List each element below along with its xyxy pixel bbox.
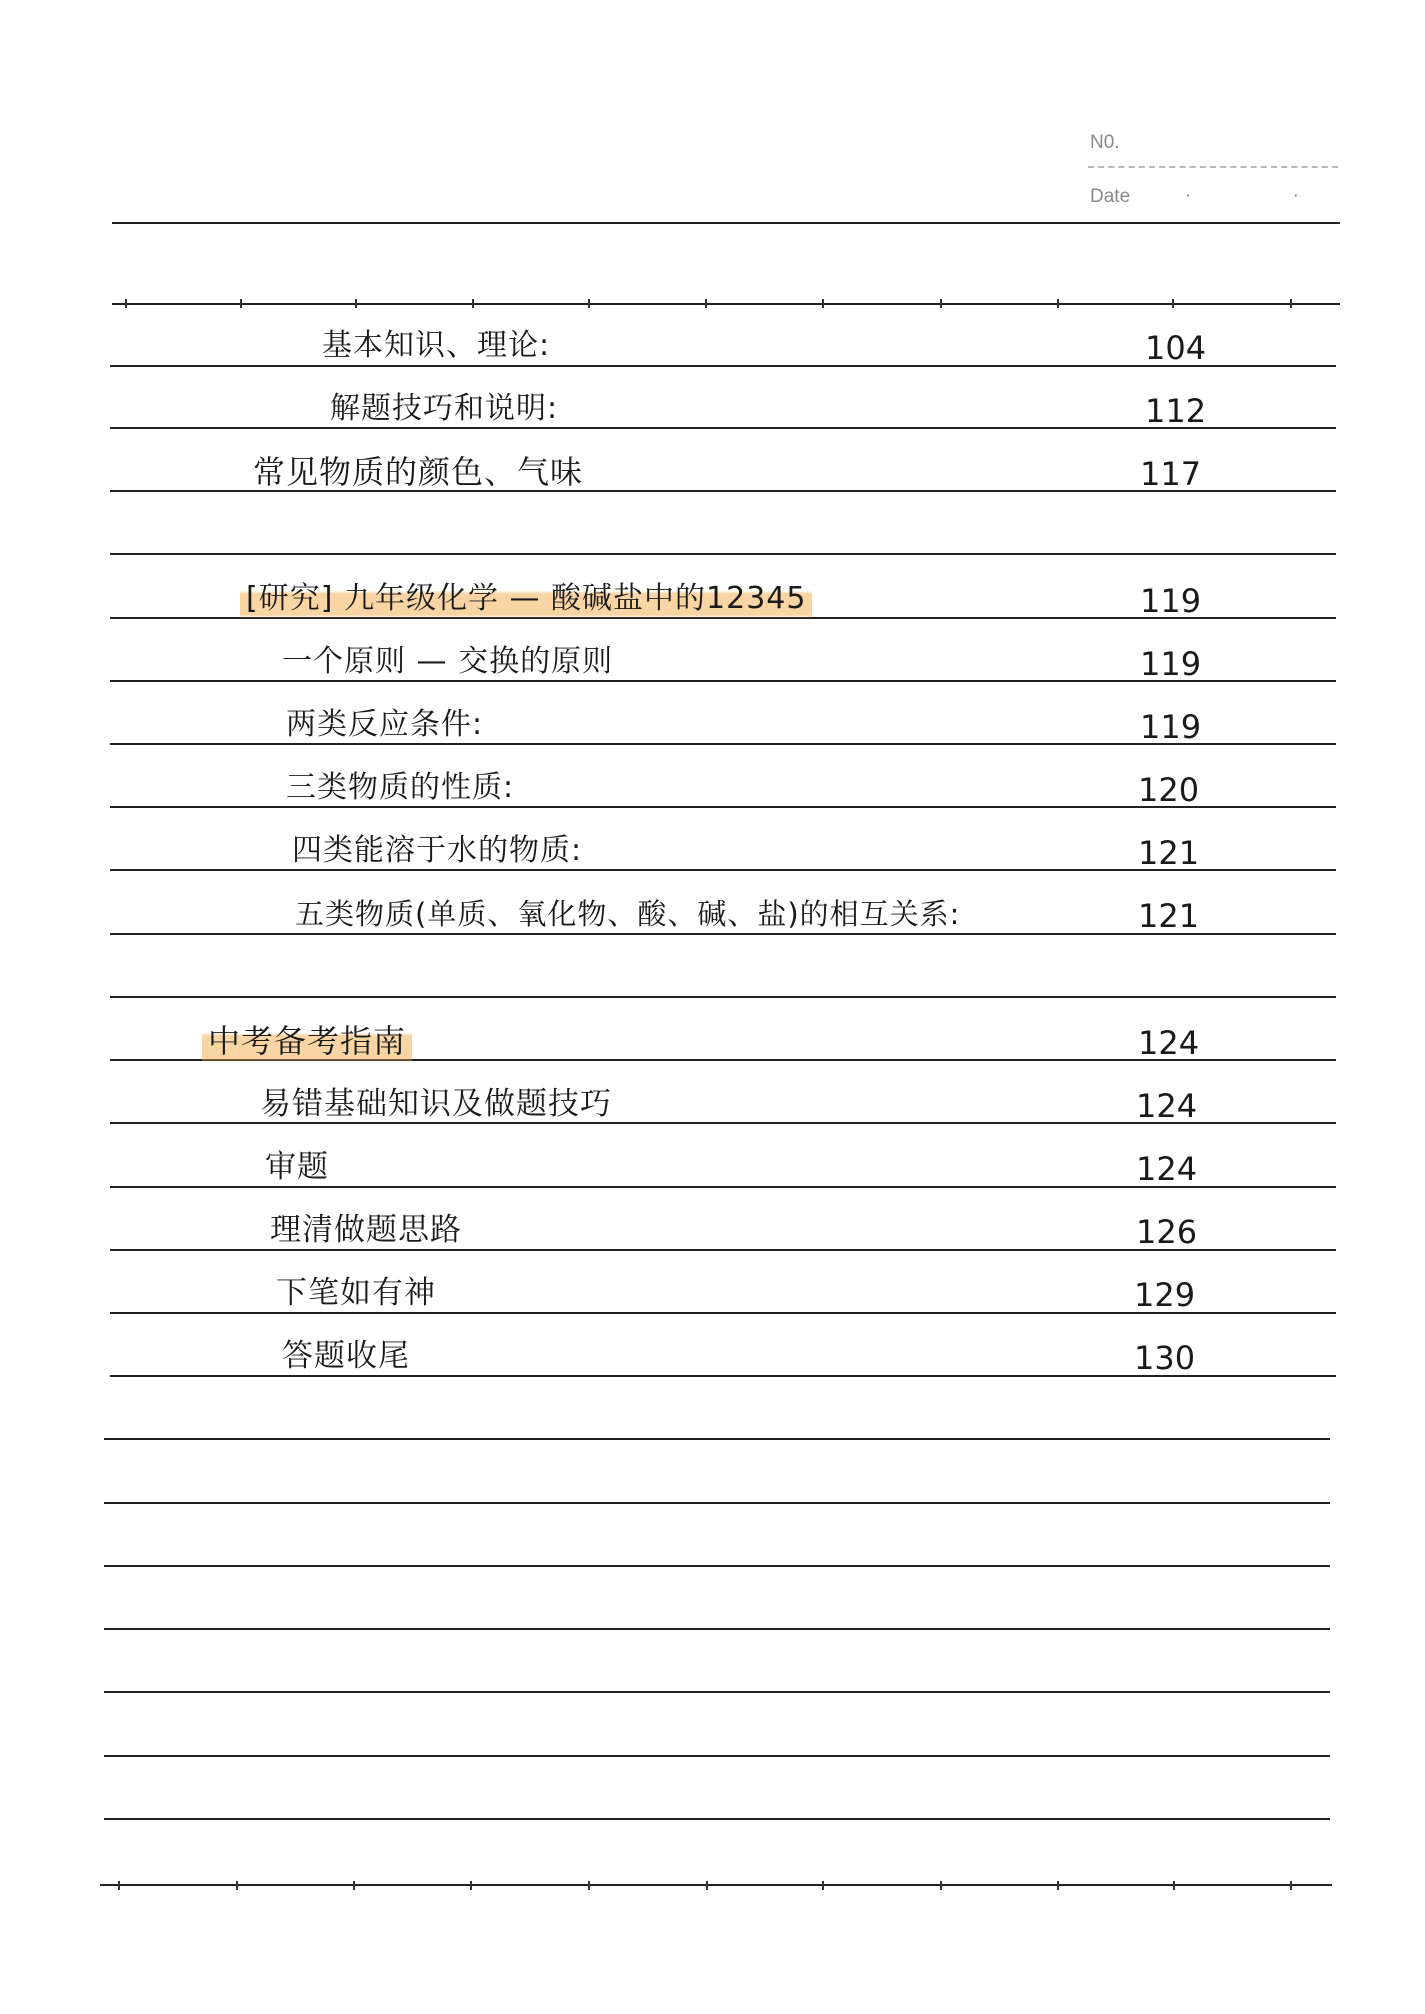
margin-tick	[353, 1881, 355, 1890]
margin-tick	[1057, 299, 1059, 308]
toc-entry-title: 五类物质(单质、氧化物、酸、碱、盐)的相互关系:	[295, 897, 961, 931]
section-heading	[240, 581, 812, 617]
margin-tick	[470, 1881, 472, 1890]
section-heading-text: 中考备考指南	[202, 1020, 412, 1062]
number-dashed-line	[1088, 166, 1338, 168]
toc-entry-title: 解题技巧和说明:	[330, 391, 559, 426]
section-heading-text: [研究] 九年级化学 — 酸碱盐中的12345	[240, 579, 812, 618]
margin-tick	[588, 1881, 590, 1890]
toc-entry-title: 下笔如有神	[276, 1275, 436, 1311]
toc-entry-page: 119	[1140, 708, 1202, 746]
section-heading-page: 124	[1138, 1024, 1200, 1062]
margin-tick	[355, 299, 357, 308]
number-label: N0.	[1090, 132, 1120, 153]
margin-tick	[1173, 1881, 1175, 1890]
margin-tick	[706, 1881, 708, 1890]
toc-entry-page: 112	[1145, 392, 1207, 430]
ruled-line	[104, 1818, 1330, 1820]
margin-tick	[125, 299, 127, 308]
margin-tick	[240, 299, 242, 308]
ruled-line	[104, 1438, 1330, 1440]
margin-tick	[1290, 1881, 1292, 1890]
toc-entry-page: 117	[1140, 455, 1202, 493]
top-ruled-line	[112, 303, 1340, 305]
section-heading-page: 119	[1140, 582, 1202, 620]
margin-tick	[1290, 299, 1292, 308]
toc-entry-page: 119	[1140, 645, 1202, 683]
margin-tick	[472, 299, 474, 308]
ruled-line	[104, 1565, 1330, 1567]
date-dots: · ·	[1185, 185, 1347, 206]
header-rule	[112, 222, 1340, 224]
margin-tick	[940, 299, 942, 308]
margin-tick	[1057, 1881, 1059, 1890]
section-heading	[202, 1023, 412, 1059]
margin-tick	[822, 299, 824, 308]
margin-tick	[118, 1881, 120, 1890]
margin-tick	[705, 299, 707, 308]
ruled-line	[104, 1502, 1330, 1504]
margin-tick	[588, 299, 590, 308]
toc-entry-title: 三类物质的性质:	[286, 770, 515, 805]
toc-entry-title: 两类反应条件:	[286, 707, 484, 742]
ruled-line	[110, 553, 1336, 555]
bottom-ruled-line	[100, 1884, 1332, 1886]
toc-entry-title: 答题收尾	[282, 1338, 410, 1374]
margin-tick	[236, 1881, 238, 1890]
ruled-line	[104, 1755, 1330, 1757]
toc-entry-page: 124	[1136, 1150, 1198, 1188]
toc-entry-title: 一个原则 — 交换的原则	[282, 644, 614, 679]
toc-entry-page: 129	[1134, 1276, 1196, 1314]
toc-entry-page: 126	[1136, 1213, 1198, 1251]
toc-entry-title: 常见物质的颜色、气味	[253, 453, 584, 491]
toc-entry-page: 120	[1138, 771, 1200, 809]
toc-entry-page: 121	[1138, 897, 1200, 935]
toc-entry-title: 审题	[265, 1149, 329, 1185]
margin-tick	[940, 1881, 942, 1890]
toc-entry-title: 基本知识、理论:	[322, 328, 551, 363]
ruled-line	[110, 996, 1336, 998]
toc-entry-page: 121	[1138, 834, 1200, 872]
toc-entry-title: 理清做题思路	[270, 1212, 462, 1248]
ruled-line	[104, 1628, 1330, 1630]
toc-entry-page: 104	[1145, 329, 1207, 367]
ruled-line	[104, 1691, 1330, 1693]
toc-entry-page: 124	[1136, 1087, 1198, 1125]
toc-entry-title: 易错基础知识及做题技巧	[260, 1086, 612, 1122]
margin-tick	[822, 1881, 824, 1890]
toc-entry-page: 130	[1134, 1339, 1196, 1377]
toc-entry-title: 四类能溶于水的物质:	[292, 833, 583, 868]
margin-tick	[1172, 299, 1174, 308]
date-label: Date	[1090, 186, 1131, 207]
